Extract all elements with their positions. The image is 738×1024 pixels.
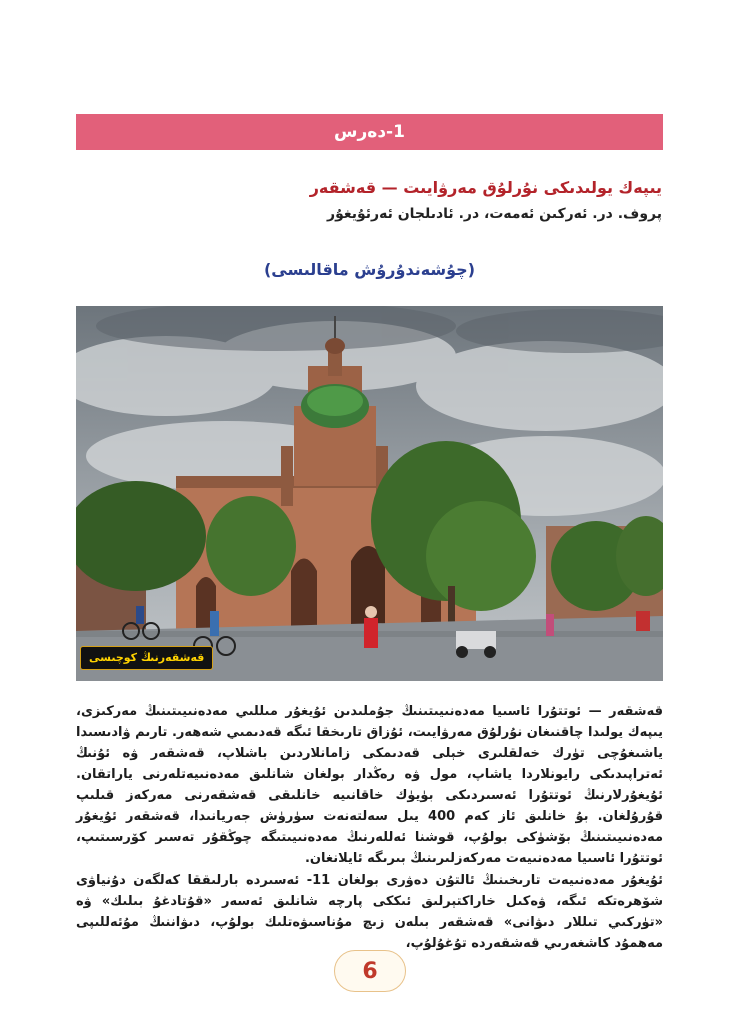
article-genre: (چۇشەندۇرۇش ماقالىسى) [263,260,476,279]
body-paragraph-2 [76,870,663,954]
clouds-dark [96,306,663,353]
lesson-header [76,114,663,150]
article-title: يىپەك يولىدىكى نۇرلۇق مەرۋايىت — قەشقەر [309,178,662,197]
kashgar-street-photo [76,306,663,681]
photo-caption: قەشقەرنىڭ كوچىسى [80,646,213,670]
page-number-text: 6 [362,958,378,984]
lesson-label: 1-دەرس [334,122,405,142]
paragraph-2-text: ئۇيغۇر مەدەنىيەت تارىخىنىڭ ئالتۇن دەۋرى بولغان 11- ئەسىردە بارلىققا كەلگەن دۇنياۋى شۆھرەتكە ئىگە، ۋەكىل خاراكتېرلىق ئىككى پارچە شانلىق ئەسەر «قۇتادغۇ بىلىك» ۋە «تۈركىي تىللار دىۋانى» قەشقەر بىلەن زىچ مۇناسىۋەتلىك بولۇپ، دىۋاننىڭ مۇئەللىپى مەھمۇد كاشغەرىي قەشقەردە تۇغۇلۇپ، [76,873,663,951]
article-authors: پروف. در. ئەركىن ئەمەت، در. ئادىلجان ئەرئۇيغۇر [327,206,662,222]
page-number [334,950,406,992]
body-paragraph-1 [76,701,663,869]
paragraph-1-text: قەشقەر — ئوتتۇرا ئاسىيا مەدەنىيىتىنىڭ جۇملىدىن ئۇيغۇر مىللىي مەدەنىيىتىنىڭ مەركىزى، يىپەك يولىدا چاقنىغان نۇرلۇق مەرۋايىت، ئۇزاق تارىخقا ئىگە قەدىمىي شەھەر. تارىم ۋادىسىدا ياشىغۇچى تۈرك خەلقلىرى خېلى قەدىمكى زامانلاردىن باشلاپ، قەشقەر ۋە ئۇنىڭ ئەتراپىدىكى رايونلاردا ياشاپ، مول ۋە رەڭدار بولغان شانلىق مەدەنىيەتلەرنى ياراتقان. ئۇيغۇرلارنىڭ ئوتتۇرا ئەسىردىكى بۈيۈك خاقانىيە خانلىقى قەشقەرنى مەركەز قىلىپ قۇرۇلغان. بۇ خانلىق ئاز كەم 400 يىل سەلتەنەت سۈرۈش جەريانىدا، قەشقەر ئۇيغۇر مەدەنىيىتىنىڭ بۆشۈكى بولۇپ، قوشنا ئەللەرنىڭ مەدەنىيىتىگە چوڭقۇر تەسىر كۆرسىتىپ، ئوتتۇرا ئاسىيا مەدەنىيەت مەركەزلىرىنىڭ بىرىگە ئايلانغان. [76,704,663,866]
